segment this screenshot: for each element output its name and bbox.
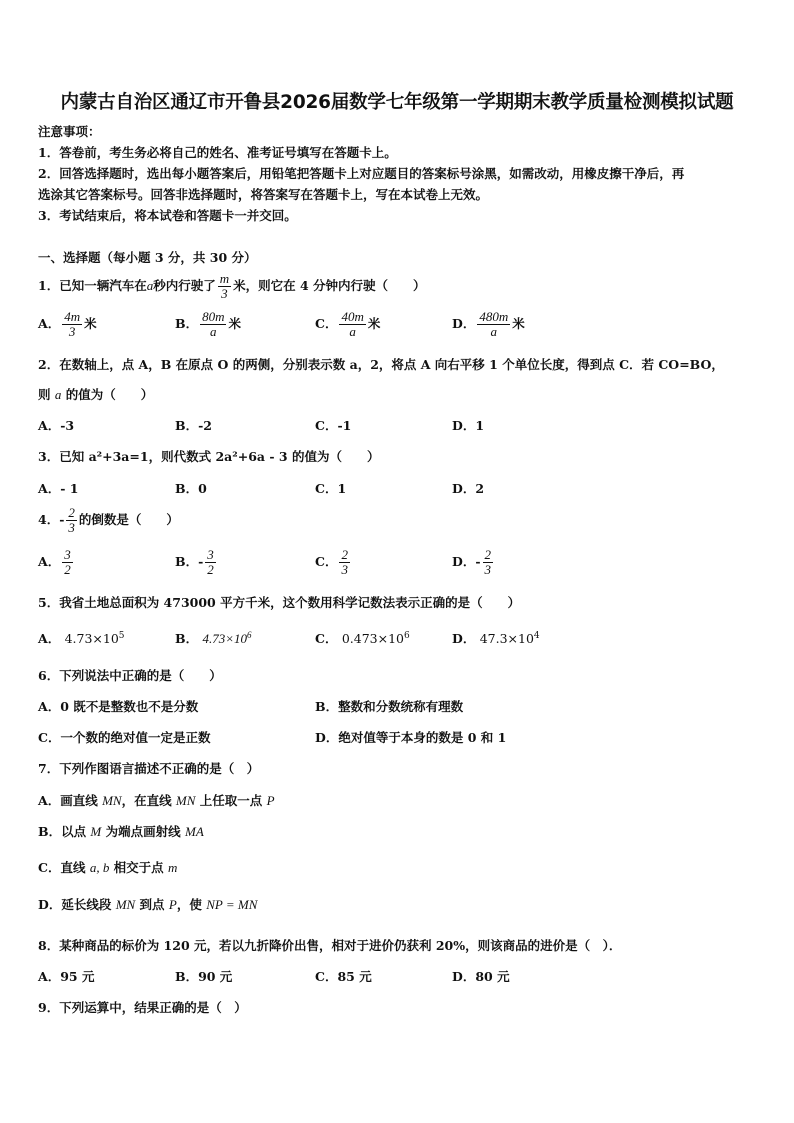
q1-option-d: D． $\frac{480m}{a}$ 米 (452, 309, 525, 339)
q5-option-a: A． $4.73\times 10^5$ (38, 631, 125, 646)
notice-item-3: 3．考试结束后，将本试卷和答题卡一并交回。 (38, 208, 297, 223)
question-2-cont: 则 a 的值为（ ） (38, 387, 154, 402)
q6-option-b: B．整数和分数统称有理数 (315, 699, 464, 714)
q3-option-c: C．1 (315, 481, 347, 496)
question-1 (38, 272, 426, 301)
q4-option-b: B．- $\frac{3}{2}$ (175, 547, 214, 577)
exam-title: 内蒙古自治区通辽市开鲁县2026届数学七年级第一学期期末教学质量检测模拟试题 (60, 92, 734, 113)
q3-option-d: D．2 (452, 481, 485, 496)
q2-option-b: B．-2 (175, 418, 212, 433)
q1-var-a: a (146, 278, 154, 293)
q4-option-d: D．- $\frac{2}{3}$ (452, 547, 492, 577)
q4-fraction: $\frac{2}{3}$ (68, 505, 75, 535)
notice-item-2-cont: 选涂其它答案标号。回答非选择题时，将答案写在答题卡上，写在本试卷上无效。 (38, 187, 489, 202)
q7-option-a: A．画直线 MN，在直线 MN 上任取一点 P (38, 793, 275, 808)
q6-option-c: C．一个数的绝对值一定是正数 (38, 730, 211, 745)
q4-option-c: C． $\frac{2}{3}$ (315, 547, 348, 577)
question-6: 6．下列说法中正确的是（ ） (38, 668, 222, 683)
q1-option-a: A． $\frac{4m}{3}$ 米 (38, 309, 97, 339)
q1-option-b: B． $\frac{80m}{a}$ 米 (175, 309, 241, 339)
q2-option-d: D．1 (452, 418, 485, 433)
q6-option-d: D．绝对值等于本身的数是 0 和 1 (315, 730, 507, 745)
question-4: 4．- $\frac{2}{3}$ 的倒数是（ ） (38, 505, 179, 535)
q7-option-b: B．以点 M 为端点画射线 MA (38, 824, 204, 839)
question-8: 8．某种商品的标价为 120 元，若以九折降价出售，相对于进价仍获利 20%，则该商品的进价是（ ）． (38, 938, 622, 953)
q1-option-c: C． $\frac{40m}{a}$ 米 (315, 309, 381, 339)
q5-option-c: C． $0.473\times 10^6$ (315, 631, 410, 646)
notice-item-1: 1．答卷前，考生务必将自己的姓名、准考证号填写在答题卡上。 (38, 145, 397, 160)
question-3: 3．已知 a²+3a=1，则代数式 2a²+6a - 3 的值为（ ） (38, 449, 380, 464)
q3-option-a: A．- 1 (38, 481, 79, 496)
q6-option-a: A．0 既不是整数也不是分数 (38, 699, 199, 714)
question-5: 5．我省土地总面积为 473000 平方千米，这个数用科学记数法表示正确的是（ ） (38, 595, 521, 610)
q2-option-c: C．-1 (315, 418, 352, 433)
q8-option-c: C．85 元 (315, 969, 372, 984)
q8-option-b: B．90 元 (175, 969, 233, 984)
q1-text-mid: 秒内行驶了 (153, 278, 216, 293)
q3-expr-target: 2a²+6a - 3 (215, 449, 288, 464)
q2-option-a: A．-3 (38, 418, 75, 433)
notice-heading: 注意事项： (38, 124, 101, 139)
q3-option-b: B．0 (175, 481, 207, 496)
question-9: 9．下列运算中，结果正确的是（ ） (38, 1000, 247, 1015)
q3-expr-given: a²+3a=1 (88, 449, 149, 464)
q5-option-d: D． $47.3\times 10^4$ (452, 631, 540, 646)
q4-option-a: A． $\frac{3}{2}$ (38, 547, 71, 577)
q1-text-pre: 1．已知一辆汽车在 (38, 278, 147, 293)
q7-option-c: C．直线 a, b 相交于点 m (38, 860, 178, 875)
question-2: 2．在数轴上，点 A，B 在原点 O 的两侧，分别表示数 a，2，将点 A 向右平移 1 个单位长度，得到点 C．若 CO=BO， (38, 357, 724, 372)
q1-fraction: $\frac{m}{3}$ (219, 271, 230, 301)
q8-option-d: D．80 元 (452, 969, 510, 984)
q7-option-d: D．延长线段 MN 到点 P，使 NP = MN (38, 897, 258, 912)
question-7: 7．下列作图语言描述不正确的是（ ） (38, 761, 260, 776)
q5-option-b: B． $4.73\times 10^6$ (175, 630, 252, 646)
notice-item-2: 2．回答选择题时，选出每小题答案后，用铅笔把答题卡上对应题目的答案标号涂黑，如需改动，用橡皮擦干净后，再 (38, 166, 685, 181)
q1-text-post: 米，则它在 4 分钟内行驶（ ） (233, 278, 426, 293)
q8-option-a: A．95 元 (38, 969, 95, 984)
section-heading: 一、选择题（每小题 3 分，共 30 分） (38, 250, 257, 265)
